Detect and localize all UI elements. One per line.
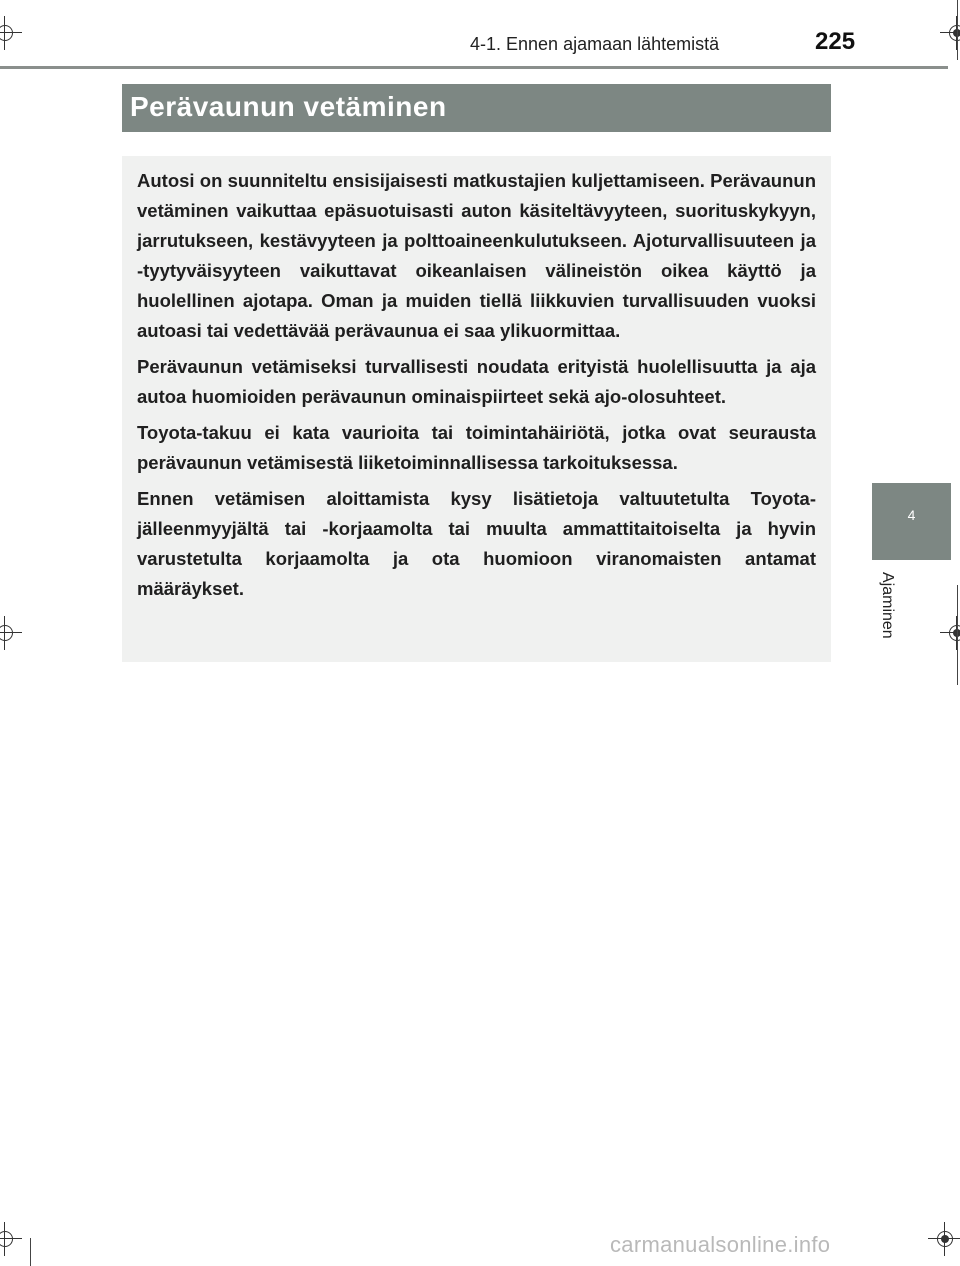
crop-line-right-middle [957, 585, 958, 685]
crop-line-bottom-left [30, 1238, 31, 1266]
intro-text-box [122, 156, 831, 662]
page-number: 225 [815, 28, 856, 55]
paragraph-1: Autosi on suunniteltu ensisijaisesti matkustajien kuljettamiseen. Perävaunun vetäminen vaikuttaa epäsuotuisasti auton käsiteltävyyteen, suorituskykyyn, jarrutukseen, kestävyyteen ja polttoaineenkulutukseen. Ajoturvallisuuteen ja -tyytyväisyyteen vaikuttavat oikeanlaisen välineistön oikea käyttö ja huolellinen ajotapa. Oman ja muiden tiellä liikkuvien turvallisuuden vuoksi autoasi tai vedettävää perävaunua ei saa ylikuormittaa. [137, 170, 816, 341]
chapter-label: Ajaminen [879, 572, 896, 639]
section-title-bar [122, 84, 831, 132]
site-watermark: carmanualsonline.info [610, 1232, 831, 1257]
registration-mark-bottom-left [0, 1222, 22, 1256]
registration-mark-bottom-right [928, 1222, 960, 1256]
registration-mark-top-left [0, 16, 22, 50]
section-title: Perävaunun vetäminen [130, 91, 447, 122]
chapter-label-container [878, 572, 898, 662]
paragraph-4: Ennen vetämisen aloittamista kysy lisätietoja valtuutetulta Toyota-jälleenmyyjältä tai -korjaamolta tai muulta ammattitaitoiselta ja hyvin varustetulta korjaamolta ja ota huomioon viranomaisten antamat määräykset. [137, 488, 816, 599]
paragraph-2: Perävaunun vetämiseksi turvallisesti noudata erityistä huolellisuutta ja aja autoa huomioiden perävaunun ominaispiirteet sekä ajo-olosuhteet. [137, 356, 816, 407]
registration-mark-mid-left [0, 616, 22, 650]
header-rule [0, 66, 948, 69]
chapter-number: 4 [907, 507, 916, 523]
crop-line-right-upper [957, 0, 958, 60]
section-header: 4-1. Ennen ajamaan lähtemistä [470, 34, 720, 54]
chapter-tab [872, 483, 951, 560]
paragraph-3: Toyota-takuu ei kata vaurioita tai toimintahäiriötä, jotka ovat seurausta perävaunun vetämisestä liiketoiminnallisessa tarkoituksessa. [137, 422, 816, 473]
